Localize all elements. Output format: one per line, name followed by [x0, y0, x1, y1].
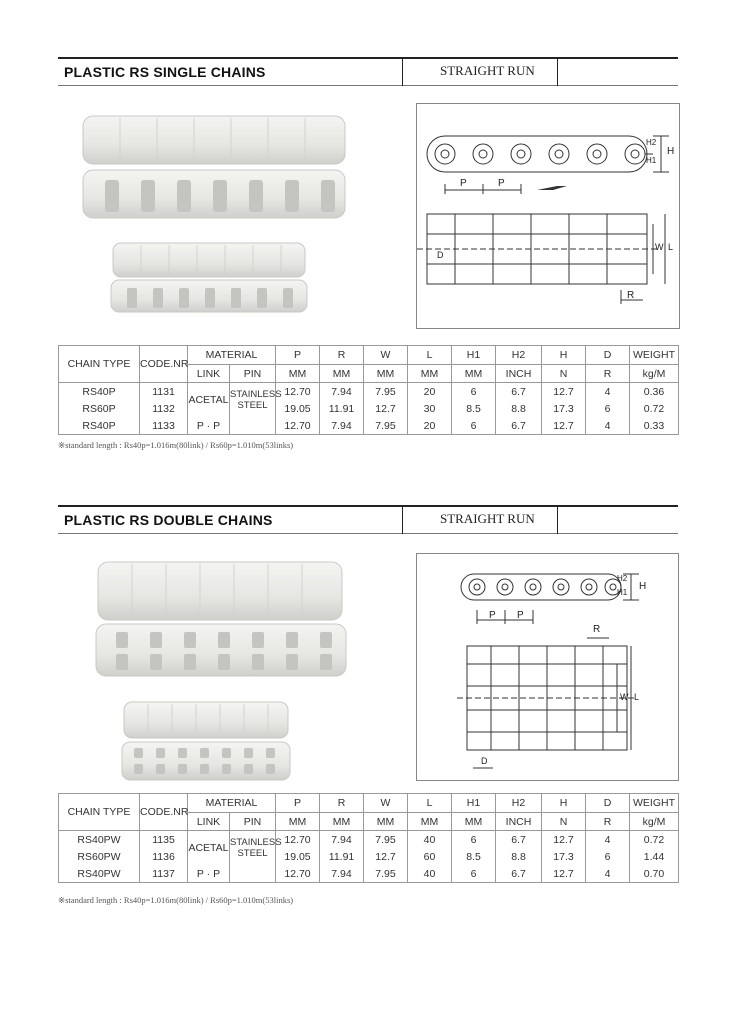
header-link: LINK — [188, 813, 230, 831]
cell-h: 12.7 — [542, 831, 586, 849]
dim-label-h2: H2 — [617, 574, 628, 583]
cell-code: 1132 — [140, 400, 188, 417]
unit-d: R — [586, 365, 630, 383]
cell-w: 7.95 — [364, 417, 408, 435]
cell-h2: 6.7 — [496, 831, 542, 849]
cell-type: RS40PW — [59, 831, 140, 849]
header-r: R — [320, 346, 364, 365]
cell-link-material: P · P — [188, 417, 230, 435]
cell-r: 7.94 — [320, 831, 364, 849]
cell-type: RS60P — [59, 400, 140, 417]
header-weight: WEIGHT — [630, 794, 679, 813]
cell-p: 19.05 — [276, 400, 320, 417]
cell-h: 12.7 — [542, 383, 586, 401]
header-material: MATERIAL — [188, 346, 276, 365]
cell-code: 1133 — [140, 417, 188, 435]
dim-label-p2: P — [517, 610, 524, 621]
dim-label-d: D — [437, 250, 444, 260]
cell-type: RS60PW — [59, 848, 140, 865]
dim-label-d: D — [481, 756, 488, 766]
cell-p: 19.05 — [276, 848, 320, 865]
header-w: W — [364, 346, 408, 365]
table-row — [59, 865, 679, 883]
cell-r: 11.91 — [320, 400, 364, 417]
cell-p: 12.70 — [276, 383, 320, 401]
cell-r: 11.91 — [320, 848, 364, 865]
cell-weight: 0.72 — [630, 831, 679, 849]
cell-weight: 0.33 — [630, 417, 679, 435]
dim-label-l: L — [668, 242, 674, 252]
header-l: L — [408, 794, 452, 813]
unit-d: R — [586, 813, 630, 831]
cell-d: 4 — [586, 417, 630, 435]
table-row — [59, 383, 679, 401]
cell-h1: 8.5 — [452, 400, 496, 417]
cell-w: 12.7 — [364, 400, 408, 417]
header-h2: H2 — [496, 346, 542, 365]
cell-h2: 6.7 — [496, 417, 542, 435]
cell-h2: 8.8 — [496, 848, 542, 865]
cell-h1: 6 — [452, 831, 496, 849]
cell-code: 1135 — [140, 831, 188, 849]
dim-label-w: W — [620, 692, 629, 702]
cell-code: 1136 — [140, 848, 188, 865]
cell-pin-material — [230, 865, 276, 883]
cell-weight: 1.44 — [630, 848, 679, 865]
header-w: W — [364, 794, 408, 813]
unit-h: N — [542, 365, 586, 383]
header-chain-type: CHAIN TYPE — [59, 794, 140, 831]
standard-length-note: ※standard length : Rs40p=1.016m(80link) / Rs60p=1.010m(53links) — [58, 895, 294, 905]
header-divider — [557, 58, 558, 86]
dim-label-r: R — [593, 624, 601, 635]
cell-r: 7.94 — [320, 865, 364, 883]
cell-code: 1131 — [140, 383, 188, 401]
cell-h1: 6 — [452, 865, 496, 883]
spec-table — [58, 793, 679, 883]
unit-h: N — [542, 813, 586, 831]
table-row — [59, 400, 679, 417]
header-l: L — [408, 346, 452, 365]
chain-photo — [75, 108, 355, 318]
dim-label-h1: H1 — [617, 588, 628, 597]
unit-w: MM — [364, 813, 408, 831]
header-link: LINK — [188, 365, 230, 383]
unit-h2: INCH — [496, 813, 542, 831]
standard-length-note: ※standard length : Rs40p=1.016m(80link) / Rs60p=1.010m(53links) — [58, 440, 294, 450]
cell-pin-material: STEEL — [230, 400, 276, 417]
unit-weight: kg/M — [630, 365, 679, 383]
cell-h2: 6.7 — [496, 865, 542, 883]
cell-l: 30 — [408, 400, 452, 417]
header-divider — [557, 506, 558, 534]
header-rule-top — [58, 57, 678, 59]
dim-label-p1: P — [489, 610, 496, 621]
cell-p: 12.70 — [276, 865, 320, 883]
header-h1: H1 — [452, 346, 496, 365]
cell-weight: 0.72 — [630, 400, 679, 417]
header-divider — [402, 506, 403, 534]
dim-label-h: H — [667, 146, 675, 157]
unit-h1: MM — [452, 365, 496, 383]
header-divider — [402, 58, 403, 86]
dim-label-h2: H2 — [646, 138, 657, 147]
header-r: R — [320, 794, 364, 813]
table-row — [59, 831, 679, 849]
cell-pin-material — [230, 417, 276, 435]
cell-h2: 6.7 — [496, 383, 542, 401]
header-rule-top — [58, 505, 678, 507]
section-title: PLASTIC RS SINGLE CHAINS — [64, 64, 266, 80]
cell-d: 6 — [586, 848, 630, 865]
cell-h: 12.7 — [542, 417, 586, 435]
cell-link-material: ACETAL — [188, 831, 230, 866]
dim-label-w: W — [655, 242, 664, 252]
cell-type: RS40PW — [59, 865, 140, 883]
cell-l: 40 — [408, 865, 452, 883]
chain-diagram — [416, 553, 679, 781]
unit-l: MM — [408, 365, 452, 383]
cell-d: 6 — [586, 400, 630, 417]
cell-h1: 8.5 — [452, 848, 496, 865]
cell-w: 7.95 — [364, 865, 408, 883]
cell-code: 1137 — [140, 865, 188, 883]
dim-label-r: R — [627, 290, 635, 301]
table-row — [59, 848, 679, 865]
spec-table — [58, 345, 679, 435]
header-rule-bottom — [58, 85, 678, 86]
header-p: P — [276, 346, 320, 365]
cell-h: 12.7 — [542, 865, 586, 883]
dim-label-l: L — [634, 692, 640, 702]
cell-l: 20 — [408, 417, 452, 435]
cell-l: 60 — [408, 848, 452, 865]
section-double-chains — [0, 448, 744, 918]
unit-r: MM — [320, 813, 364, 831]
unit-h1: MM — [452, 813, 496, 831]
header-code: CODE.NR — [140, 794, 188, 831]
cell-link-material: P · P — [188, 865, 230, 883]
unit-p: MM — [276, 813, 320, 831]
section-single-chains — [0, 0, 744, 470]
header-p: P — [276, 794, 320, 813]
cell-w: 12.7 — [364, 848, 408, 865]
cell-p: 12.70 — [276, 831, 320, 849]
cell-h1: 6 — [452, 417, 496, 435]
unit-p: MM — [276, 365, 320, 383]
cell-d: 4 — [586, 383, 630, 401]
cell-d: 4 — [586, 865, 630, 883]
cell-pin-material: STAINLESS — [230, 831, 276, 849]
header-h1: H1 — [452, 794, 496, 813]
header-pin: PIN — [230, 813, 276, 831]
dim-label-p2: P — [498, 178, 505, 189]
cell-l: 40 — [408, 831, 452, 849]
cell-r: 7.94 — [320, 417, 364, 435]
header-h: H — [542, 794, 586, 813]
header-pin: PIN — [230, 365, 276, 383]
header-h2: H2 — [496, 794, 542, 813]
cell-r: 7.94 — [320, 383, 364, 401]
section-subtitle: STRAIGHT RUN — [440, 511, 535, 526]
cell-pin-material: STEEL — [230, 848, 276, 865]
unit-r: MM — [320, 365, 364, 383]
cell-type: RS40P — [59, 383, 140, 401]
dim-label-h1: H1 — [646, 156, 657, 165]
unit-h2: INCH — [496, 365, 542, 383]
header-chain-type: CHAIN TYPE — [59, 346, 140, 383]
unit-l: MM — [408, 813, 452, 831]
header-d: D — [586, 346, 630, 365]
cell-link-material: ACETAL — [188, 383, 230, 418]
cell-weight: 0.70 — [630, 865, 679, 883]
dim-label-p1: P — [460, 178, 467, 189]
cell-w: 7.95 — [364, 383, 408, 401]
header-code: CODE.NR — [140, 346, 188, 383]
cell-type: RS40P — [59, 417, 140, 435]
table-row — [59, 417, 679, 435]
unit-w: MM — [364, 365, 408, 383]
cell-h: 17.3 — [542, 848, 586, 865]
chain-photo — [92, 556, 354, 784]
cell-h2: 8.8 — [496, 400, 542, 417]
header-h: H — [542, 346, 586, 365]
chain-diagram — [416, 103, 680, 329]
header-d: D — [586, 794, 630, 813]
cell-weight: 0.36 — [630, 383, 679, 401]
dim-label-h: H — [639, 581, 647, 592]
section-title: PLASTIC RS DOUBLE CHAINS — [64, 512, 273, 528]
cell-p: 12.70 — [276, 417, 320, 435]
header-material: MATERIAL — [188, 794, 276, 813]
section-subtitle: STRAIGHT RUN — [440, 63, 535, 78]
cell-pin-material: STAINLESS — [230, 383, 276, 401]
cell-d: 4 — [586, 831, 630, 849]
header-rule-bottom — [58, 533, 678, 534]
cell-h1: 6 — [452, 383, 496, 401]
cell-l: 20 — [408, 383, 452, 401]
unit-weight: kg/M — [630, 813, 679, 831]
cell-h: 17.3 — [542, 400, 586, 417]
header-weight: WEIGHT — [630, 346, 679, 365]
cell-w: 7.95 — [364, 831, 408, 849]
